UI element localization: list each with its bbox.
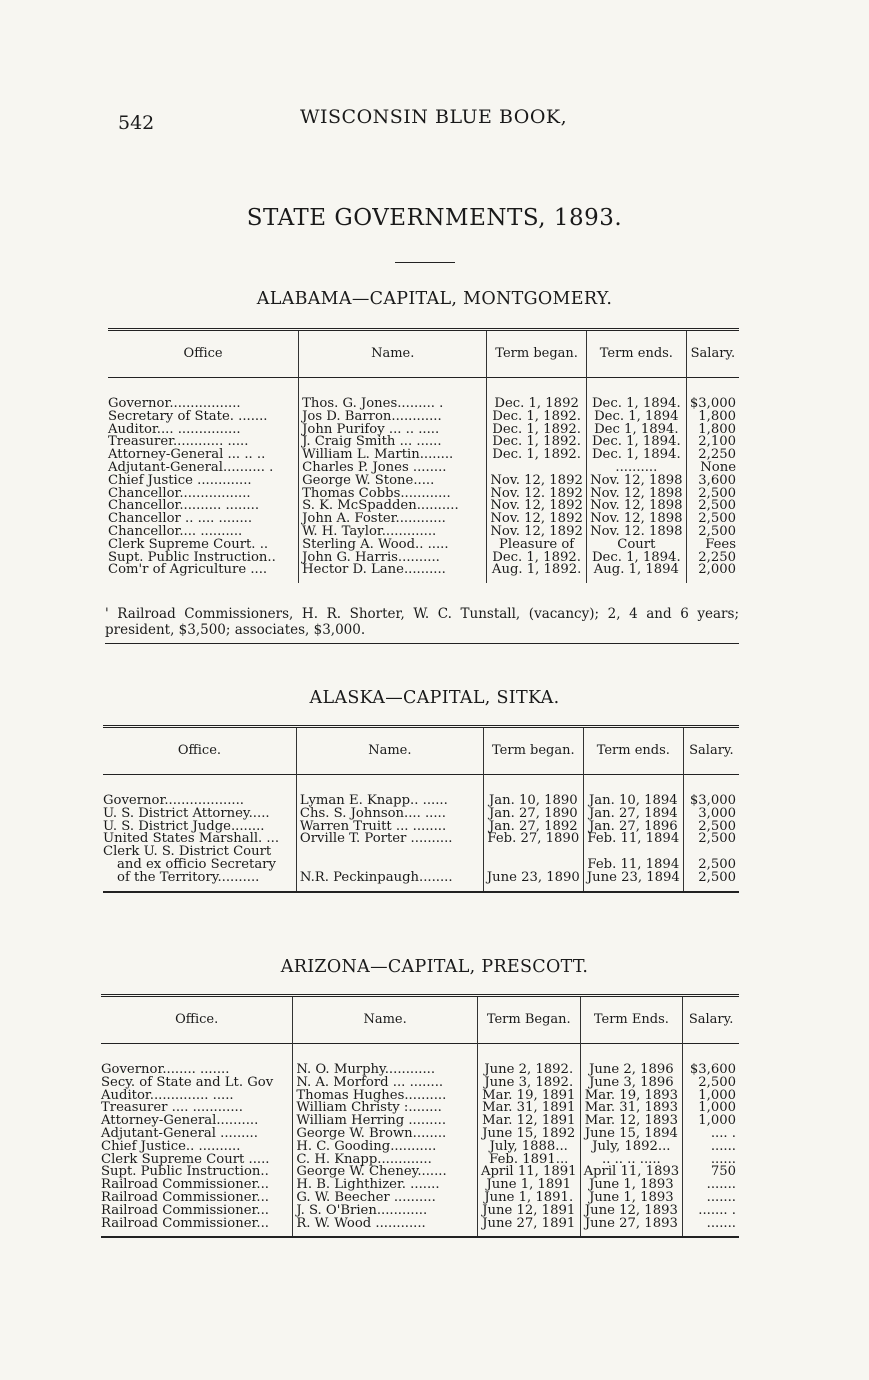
term-began-cell: June 3, 1892. [477,1077,580,1090]
salary-cell: 2,500 [683,859,739,872]
column-header-office: Office. [175,1011,219,1027]
table-row [103,775,739,808]
salary-cell: ...... [683,1141,739,1154]
name-cell: H. C. Gooding........... [293,1141,478,1154]
table-row [101,1044,739,1077]
name-cell: C. H. Knapp............. [293,1154,478,1167]
term-began-cell: Dec. 1, 1892. [487,552,586,565]
name-cell: John Purifoy ... .. ..... [299,424,487,437]
office-cell: Auditor.... ............... [108,421,241,437]
office-cell: and ex officio Secretary [117,856,276,872]
office-cell: Auditor.............. ..... [101,1087,234,1103]
office-cell: U. S. District Attorney..... [103,805,270,821]
term-began-cell: Dec. 1, 1892. [487,449,586,462]
term-ends-cell: Nov. 12, 1898 [586,475,686,488]
office-cell: Governor........ ....... [101,1062,230,1077]
term-began-cell: June 27, 1891 [477,1218,580,1238]
term-began-cell [483,846,583,859]
column-header-term-began: Term began. [483,727,583,775]
term-ends-cell: .......... [586,462,686,475]
page-number: 542 [118,112,155,134]
arizona-table [101,994,739,1238]
main-title: STATE GOVERNMENTS, 1893. [246,205,623,231]
term-began-cell: June 1, 1891 [477,1179,580,1192]
name-cell: R. W. Wood ............ [293,1218,478,1238]
term-began-cell: Mar. 12, 1891 [477,1115,580,1128]
salary-cell: 2,500 [686,513,739,526]
office-cell: Governor................. [108,396,241,411]
office-cell: Attorney-General ... .. .. [108,447,266,463]
term-began-cell: Nov. 12. 1892 [487,488,586,501]
office-cell: Chief Justice ............. [108,472,252,488]
term-began-cell: June 15, 1892 [477,1128,580,1141]
term-ends-cell: Nov. 12, 1898 [586,488,686,501]
office-cell: U. S. District Judge........ [103,818,265,834]
name-cell: G. W. Beecher .......... [293,1192,478,1205]
name-cell: N. O. Murphy............ [293,1044,478,1077]
office-cell: Governor................... [103,793,244,808]
office-cell: Railroad Commissioner... [101,1189,269,1205]
salary-cell: 3,000 [683,808,739,821]
name-cell: W. H. Taylor............. [299,526,487,539]
term-ends-cell: Dec. 1, 1894. [586,378,686,411]
column-header-term-ends: Term ends. [583,727,683,775]
office-cell: Chief Justice.. .......... [101,1138,241,1154]
term-ends-cell: Mar. 31, 1893 [580,1102,683,1115]
term-began-cell: Mar. 31, 1891 [477,1102,580,1115]
name-cell: William Herring ......... [293,1115,478,1128]
term-began-cell: Feb. 27, 1890 [483,833,583,846]
table-row [103,872,739,892]
name-cell: Orville T. Porter .......... [296,833,483,846]
term-began-cell: Aug. 1, 1892. [487,564,586,583]
salary-cell: 2,000 [686,564,739,583]
term-began-cell: Dec. 1, 1892. [487,424,586,437]
term-ends-cell: Dec 1, 1894. [586,424,686,437]
salary-cell: 2,250 [686,552,739,565]
column-header-term-ends: Term ends. [586,330,686,378]
name-cell: William Christy :........ [293,1102,478,1115]
term-ends-cell: June 12, 1893 [580,1205,683,1218]
arizona-title: ARIZONA—CAPITAL, PRESCOTT. [280,957,589,977]
salary-cell: 3,600 [686,475,739,488]
term-began-cell: Mar. 19, 1891 [477,1090,580,1103]
title-divider [395,262,455,263]
table-row [101,1218,739,1238]
name-cell: Thomas Cobbs............ [299,488,487,501]
salary-cell: .... . [683,1128,739,1141]
book-title: WISCONSIN BLUE BOOK, [300,106,568,128]
term-began-cell: Jan. 27, 1892 [483,821,583,834]
office-cell: of the Territory.......... [117,869,260,885]
term-ends-cell: Dec. 1, 1894 [586,411,686,424]
office-cell: Railroad Commissioner... [101,1215,269,1231]
office-cell: Clerk Supreme Court. .. [108,536,269,552]
salary-cell: 2,250 [686,449,739,462]
office-cell: Attorney-General.......... [101,1113,259,1129]
name-cell: N.R. Peckinpaugh........ [296,872,483,892]
term-began-cell: June 1, 1891. [477,1192,580,1205]
name-cell [296,846,483,859]
office-cell: Supt. Public Instruction.. [101,1164,269,1180]
term-began-cell: June 2, 1892. [477,1044,580,1077]
term-ends-cell: .. .. .. ..... [580,1154,683,1167]
term-began-cell: Pleasure of [487,539,586,552]
office-cell: Com'r of Agriculture .... [108,562,268,578]
office-cell: Clerk U. S. District Court [103,844,272,860]
term-began-cell: April 11, 1891 [477,1166,580,1179]
name-cell: Hector D. Lane.......... [299,564,487,583]
term-ends-cell: April 11, 1893 [580,1166,683,1179]
office-cell: Adjutant-General ......... [101,1125,258,1141]
column-header-term-ends: Term Ends. [580,996,683,1044]
name-cell: S. K. McSpadden.......... [299,500,487,513]
alaska-table [103,725,739,893]
arizona-body [101,1044,739,1238]
column-header-term-began: Term began. [487,330,586,378]
term-ends-cell: June 3, 1896 [580,1077,683,1090]
term-began-cell: Nov. 12, 1892 [487,526,586,539]
term-ends-cell: Court [586,539,686,552]
term-ends-cell: Mar. 19, 1893 [580,1090,683,1103]
name-cell: George W. Cheney....... [293,1166,478,1179]
name-cell: Charles P. Jones ........ [299,462,487,475]
term-began-cell: Nov. 12, 1892 [487,475,586,488]
column-header-term-began: Term Began. [477,996,580,1044]
office-cell: United States Marshall. ... [103,831,280,847]
term-ends-cell: June 2, 1896 [580,1044,683,1077]
office-cell: Chancellor.... .......... [108,523,243,539]
name-cell: Jos D. Barron............ [299,411,487,424]
office-cell: Chancellor .. .... ........ [108,511,253,527]
salary-cell: 1,800 [686,411,739,424]
alaska-header-row [103,727,739,775]
name-cell: George W. Stone..... [299,475,487,488]
salary-cell: 2,500 [686,488,739,501]
term-began-cell: Dec. 1, 1892. [487,436,586,449]
office-cell: Chancellor................. [108,485,251,501]
column-header-salary: Salary. [683,996,739,1044]
salary-cell: 2,500 [683,872,739,892]
term-ends-cell: Jan. 27, 1896 [583,821,683,834]
salary-cell: 2,500 [686,526,739,539]
column-header-salary: Salary. [683,727,739,775]
term-ends-cell: Feb. 11, 1894 [583,859,683,872]
column-header-salary: Salary. [686,330,739,378]
alabama-header-row [108,330,739,378]
salary-cell: 2,100 [686,436,739,449]
term-began-cell: Nov. 12, 1892 [487,513,586,526]
name-cell: William L. Martin........ [299,449,487,462]
office-cell: Adjutant-General.......... . [108,459,274,475]
term-ends-cell: June 27, 1893 [580,1218,683,1238]
name-cell: John A. Foster............ [299,513,487,526]
term-began-cell: Dec. 1, 1892. [487,411,586,424]
name-cell: Sterling A. Wood.. ..... [299,539,487,552]
term-ends-cell: Dec. 1, 1894. [586,449,686,462]
salary-cell: 2,500 [683,821,739,834]
salary-cell: 2,500 [686,500,739,513]
name-cell: George W. Brown........ [293,1128,478,1141]
table-row [108,378,739,411]
term-ends-cell: June 1, 1893 [580,1179,683,1192]
term-ends-cell: Nov. 12, 1898 [586,500,686,513]
salary-cell: $3,000 [683,775,739,808]
name-cell: H. B. Lighthizer. ....... [293,1179,478,1192]
term-ends-cell: Dec. 1, 1894. [586,436,686,449]
column-header-office: Office. [177,742,222,758]
salary-cell: 1,000 [683,1090,739,1103]
term-began-cell: Dec. 1, 1892 [487,378,586,411]
term-began-cell: June 23, 1890 [483,872,583,892]
name-cell: Thomas Hughes.......... [293,1090,478,1103]
salary-cell: ....... [683,1218,739,1238]
office-cell: Chancellor.......... ........ [108,498,260,514]
term-ends-cell: Jan. 27, 1894 [583,808,683,821]
term-ends-cell: Aug. 1, 1894 [586,564,686,583]
name-cell: Lyman E. Knapp.. ...... [296,775,483,808]
footnote-rule [105,643,739,644]
name-cell: Warren Truitt ... ........ [296,821,483,834]
term-ends-cell: June 1, 1893 [580,1192,683,1205]
salary-cell: 2,500 [683,833,739,846]
column-header-office: Office [183,345,223,361]
salary-cell: None [686,462,739,475]
name-cell: Chs. S. Johnson.... ..... [296,808,483,821]
alabama-table [108,328,739,583]
term-began-cell: July, 1888... [477,1141,580,1154]
term-began-cell: June 12, 1891 [477,1205,580,1218]
name-cell: J. S. O'Brien............ [293,1205,478,1218]
alabama-footnote: ' Railroad Commissioners, H. R. Shorter, W. C. Tunstall, (vacancy); 2, 4 and 6 years; president, $3,500; associates, $3,000. [105,606,739,638]
salary-cell: $3,600 [683,1044,739,1077]
column-header-name: Name. [296,727,483,775]
salary-cell: ....... . [683,1205,739,1218]
term-began-cell: Feb. 1891... [477,1154,580,1167]
term-ends-cell: June 23, 1894 [583,872,683,892]
salary-cell: ....... [683,1192,739,1205]
column-header-name: Name. [299,330,487,378]
office-cell: Treasurer............ ..... [108,434,249,450]
office-cell: Supt. Public Instruction.. [108,549,276,565]
term-began-cell: Jan. 27, 1890 [483,808,583,821]
column-header-name: Name. [293,996,478,1044]
salary-cell: $3,000 [686,378,739,411]
alaska-body [103,775,739,892]
office-cell: Secy. of State and Lt. Gov [101,1074,274,1090]
office-cell: Secretary of State. ....... [108,408,268,424]
term-ends-cell: Mar. 12, 1893 [580,1115,683,1128]
term-ends-cell: Nov. 12. 1898 [586,526,686,539]
name-cell: John G. Harris.......... [299,552,487,565]
salary-cell: 1,000 [683,1102,739,1115]
term-began-cell: Nov. 12, 1892 [487,500,586,513]
salary-cell: 1,000 [683,1115,739,1128]
arizona-header-row [101,996,739,1044]
alabama-body [108,378,739,584]
name-cell: Thos. G. Jones......... . [299,378,487,411]
salary-cell: Fees [686,539,739,552]
term-ends-cell: Feb. 11, 1894 [583,833,683,846]
office-cell: Treasurer .... ............ [101,1100,243,1116]
term-ends-cell: June 15, 1894 [580,1128,683,1141]
office-cell: Railroad Commissioner... [101,1202,269,1218]
salary-cell: 750 [683,1166,739,1179]
name-cell: J. Craig Smith ... ...... [299,436,487,449]
salary-cell: ...... [683,1154,739,1167]
salary-cell: ....... [683,1179,739,1192]
alaska-title: ALASKA—CAPITAL, SITKA. [309,688,560,708]
term-ends-cell: Dec. 1, 1894. [586,552,686,565]
alabama-title: ALABAMA—CAPITAL, MONTGOMERY. [256,289,613,309]
page-header [0,104,869,134]
term-began-cell: Jan. 10, 1890 [483,775,583,808]
salary-cell: 2,500 [683,1077,739,1090]
term-ends-cell: July, 1892... [580,1141,683,1154]
term-ends-cell: Jan. 10, 1894 [583,775,683,808]
term-ends-cell: Nov. 12, 1898 [586,513,686,526]
office-cell: Clerk Supreme Court ..... [101,1151,270,1167]
table-row [108,564,739,583]
office-cell: Railroad Commissioner... [101,1177,269,1193]
name-cell: N. A. Morford ... ........ [293,1077,478,1090]
salary-cell: 1,800 [686,424,739,437]
